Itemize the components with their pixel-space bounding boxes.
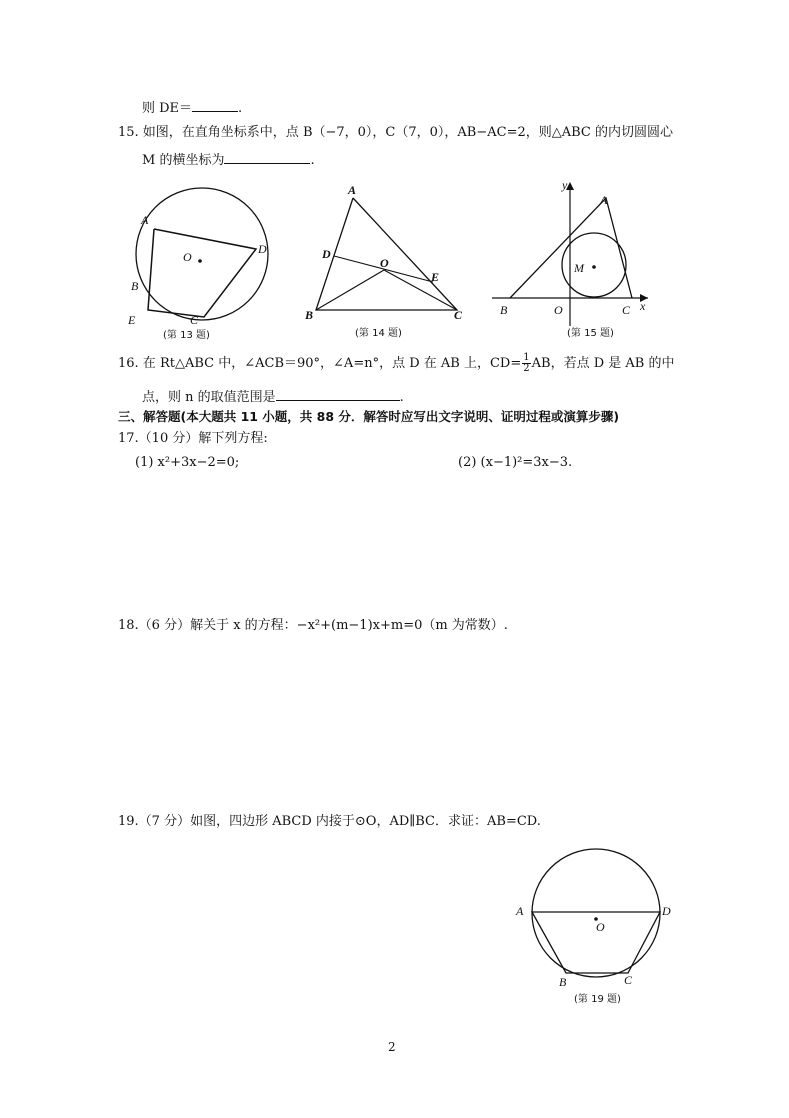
fig14-label-o: O (380, 256, 389, 270)
fig19-label-b: B (559, 975, 567, 989)
q16-line1: 16. 在 Rt△ABC 中，∠ACB＝90°，∠A=n°，点 D 在 AB 上，CD= $\frac{1}{2}$ AB，若点 D 是 AB 的中 (118, 352, 675, 374)
fig13-label-e: E (128, 313, 136, 327)
fig13-label-a: A (141, 213, 149, 227)
fig13-center-dot (198, 259, 202, 263)
fig14-label-b: B (305, 308, 314, 322)
q16-line2: 点，则 n 的取值范围是 . (142, 387, 404, 407)
fig14-segment-bo (316, 270, 384, 310)
fig15-label-c: C (622, 303, 631, 317)
fig13-label-o: O (183, 250, 192, 264)
q14-tail: 则 DE＝ . (142, 98, 242, 118)
fig19-label-c: C (624, 973, 633, 987)
fig19-caption: (第 19 题) (574, 994, 621, 1005)
fig15-center-dot (592, 265, 596, 269)
fig14-segment-oc (384, 270, 457, 310)
fig19-circle (532, 849, 660, 977)
fig19-label-d: D (662, 904, 671, 918)
section3-title: 三、解答题(本大题共 11 小题，共 88 分．解答时应写出文字说明、证明过程或演算步骤) (118, 409, 620, 424)
q15-line1: 15. 如图，在直角坐标系中，点 B（−7，0），C（7，0），AB−AC=2，则△ABC 的内切圆圆心 (118, 125, 674, 140)
fig15-triangle (510, 198, 632, 298)
q17-part1: (1) x²+3x−2=0; (135, 455, 240, 470)
q15-answer-blank (224, 150, 310, 164)
fig19-label-o: O (596, 920, 605, 934)
q15-line2: M 的横坐标为 . (142, 150, 315, 170)
q16-answer-blank (276, 387, 400, 401)
q17-header: 17.（10 分）解下列方程: (118, 431, 268, 446)
fig19-label-a: A (516, 904, 524, 918)
fig14-caption: (第 14 题) (355, 328, 402, 339)
q19-text: 19.（7 分）如图，四边形 ABCD 内接于⊙O，AD∥BC．求证：AB=CD. (118, 814, 541, 829)
q16-fraction: $\frac{1}{2}$ (523, 352, 530, 374)
q17-part2: (2) (x−1)²=3x−3. (458, 455, 573, 470)
q14-answer-blank (192, 98, 238, 112)
fig13-quadrilateral (148, 229, 256, 317)
page-number: 2 (388, 1040, 396, 1054)
fig15-incircle (562, 233, 626, 297)
fig13-caption: (第 13 题) (163, 330, 210, 341)
fig13-label-c: C (190, 313, 199, 327)
figure-15 (490, 176, 660, 346)
fig13-label-d: D (258, 242, 267, 256)
figure-14 (300, 184, 470, 344)
fig15-caption: (第 15 题) (567, 328, 614, 339)
fig13-label-b: B (131, 279, 139, 293)
fig13-circle (136, 188, 268, 320)
fig14-label-a: A (348, 183, 357, 197)
q14-tail-text: 则 DE＝ (142, 101, 193, 116)
fig15-label-b: B (500, 303, 508, 317)
fig15-label-o: O (554, 303, 563, 317)
fig14-label-e: E (431, 270, 440, 284)
figure-19 (510, 850, 690, 1010)
figure-13 (120, 190, 280, 350)
fig14-label-c: C (454, 308, 463, 322)
fig14-label-d: D (322, 247, 331, 261)
fig15-label-x: x (640, 299, 646, 313)
fig15-label-a: A (600, 193, 608, 207)
fig14-triangle (316, 198, 457, 310)
fig15-label-m: M (574, 261, 584, 275)
q18-text: 18.（6 分）解关于 x 的方程：−x²+(m−1)x+m=0（m 为常数）. (118, 618, 508, 633)
fig15-label-y: y (562, 178, 568, 192)
